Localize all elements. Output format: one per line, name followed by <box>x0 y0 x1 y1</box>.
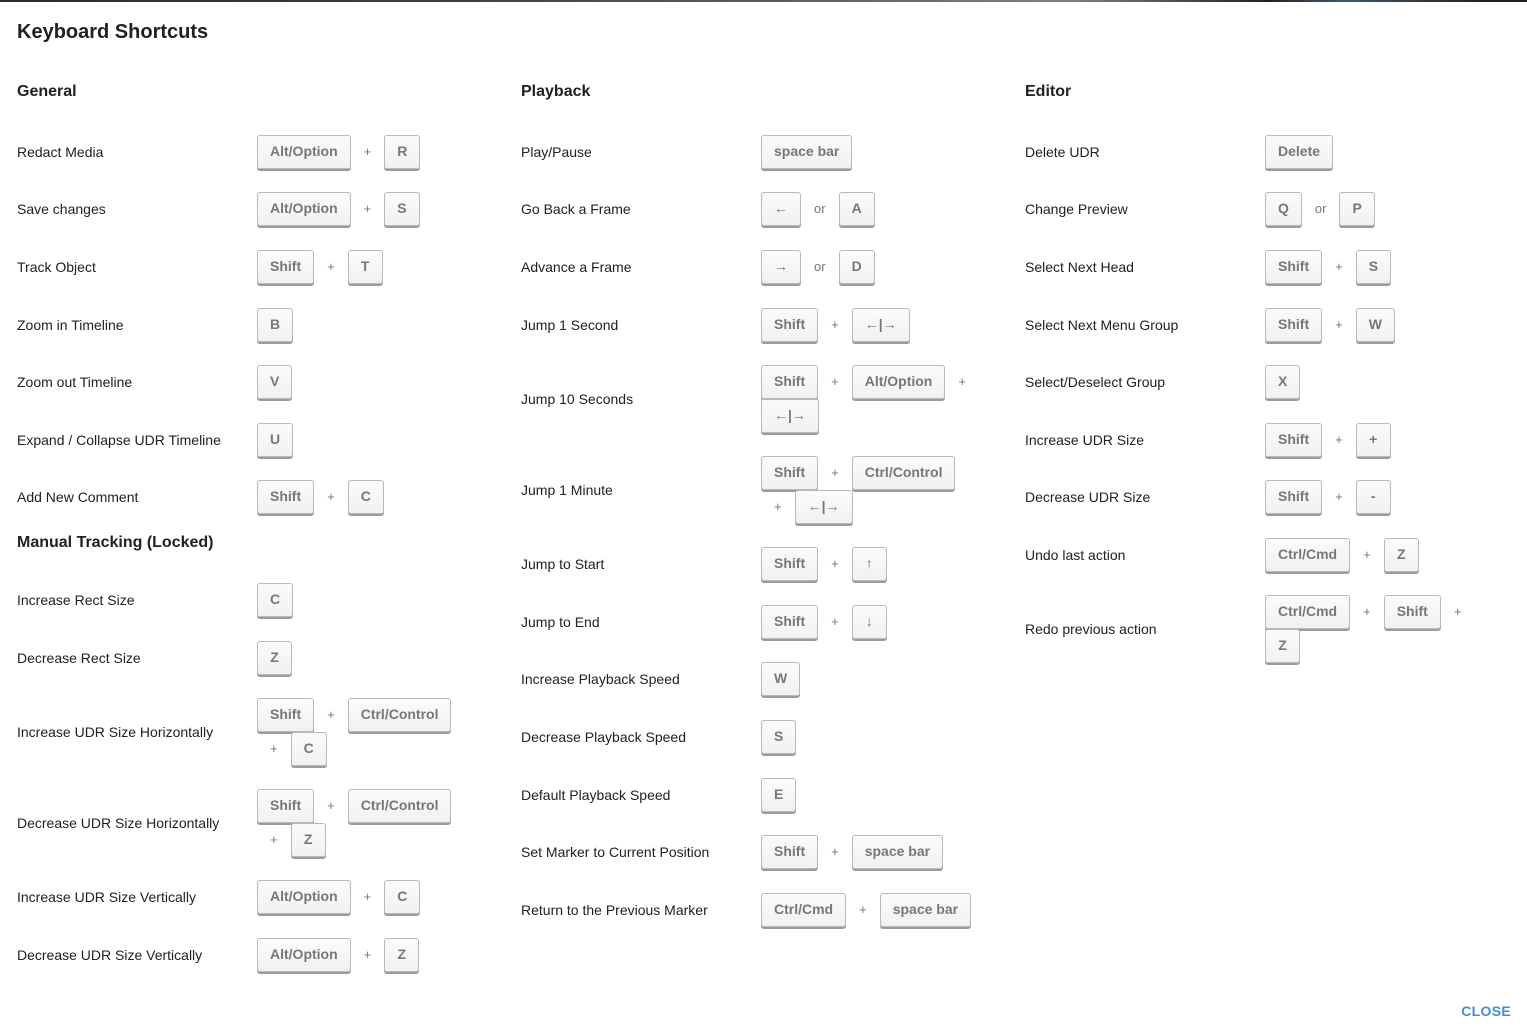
shortcut-label: Undo last action <box>1025 546 1126 563</box>
section-title: Playback <box>521 83 591 100</box>
column-2 <box>521 80 1011 939</box>
key-combination <box>761 778 981 812</box>
shortcut-list <box>521 123 1011 939</box>
key-c: C <box>291 732 327 766</box>
shortcut-row-advance-a-frame <box>521 238 1011 296</box>
plus-separator: + <box>831 844 839 860</box>
or-separator: or <box>814 201 826 217</box>
shortcut-label: Zoom in Timeline <box>17 316 124 333</box>
key-shift: Shift <box>1265 423 1322 457</box>
key-combination <box>1265 595 1485 663</box>
section-title: Manual Tracking (Locked) <box>17 534 214 552</box>
key-shift: Shift <box>257 789 314 823</box>
plus-separator: + <box>327 706 335 722</box>
column-3 <box>1025 80 1515 675</box>
key-combination <box>257 789 477 857</box>
key-combination <box>761 605 981 639</box>
key-d: D <box>839 250 875 284</box>
key-r: R <box>384 135 420 169</box>
shortcut-row-increase-udr-size-horizontally <box>17 686 507 777</box>
shortcut-row-zoom-in-timeline <box>17 296 507 354</box>
shortcut-label: Track Object <box>17 258 96 275</box>
or-separator: or <box>814 258 826 274</box>
plus-separator: + <box>1453 604 1462 620</box>
key-c: C <box>348 480 384 514</box>
key-alt-option: Alt/Option <box>257 135 351 169</box>
shortcut-label: Go Back a Frame <box>521 201 631 218</box>
key-shift: Shift <box>257 480 314 514</box>
key-alt-option: Alt/Option <box>852 365 946 399</box>
plus-separator: + <box>1363 546 1371 562</box>
shortcut-row-jump-to-end <box>521 593 1011 651</box>
key-combination <box>1265 135 1485 169</box>
plus-separator: + <box>859 901 867 917</box>
shortcut-row-set-marker-to-current-position <box>521 823 1011 881</box>
shortcut-row-change-preview <box>1025 181 1515 239</box>
plus-separator: + <box>1363 604 1371 620</box>
shortcut-row-decrease-playback-speed <box>521 708 1011 766</box>
shortcut-row-play-pause <box>521 123 1011 181</box>
shortcut-row-redo-previous-action <box>1025 584 1515 675</box>
key-right-arrow: → <box>761 250 801 284</box>
key-combination <box>761 308 981 342</box>
plus-separator: + <box>363 946 372 962</box>
key-left-arrow: ← <box>761 192 801 226</box>
shortcut-label: Select/Deselect Group <box>1025 374 1166 391</box>
key-space-bar: space bar <box>880 893 971 927</box>
key-ctrl-control: Ctrl/Control <box>348 698 452 732</box>
shortcut-label: Return to the Previous Marker <box>521 901 708 918</box>
key-up-arrow: ↑ <box>852 547 887 581</box>
key-ctrl-cmd: Ctrl/Cmd <box>1265 595 1350 629</box>
close-button[interactable]: CLOSE <box>1461 1003 1511 1019</box>
key-ctrl-control: Ctrl/Control <box>348 789 452 823</box>
key-z: Z <box>1265 629 1300 663</box>
plus-separator: + <box>363 201 372 217</box>
shortcut-label: Delete UDR <box>1025 143 1100 160</box>
key-down-arrow: ↓ <box>852 605 887 639</box>
shortcut-label: Select Next Menu Group <box>1025 316 1179 333</box>
shortcut-row-increase-udr-size <box>1025 411 1515 469</box>
shortcut-list <box>1025 123 1515 675</box>
plus-separator: + <box>831 613 839 629</box>
key-shift: Shift <box>761 308 818 342</box>
shortcut-row-track-object <box>17 238 507 296</box>
key-combination <box>257 938 477 972</box>
shortcut-label: Redact Media <box>17 143 104 160</box>
key-left-right-arrow: ←|→ <box>795 490 853 524</box>
key-shift: Shift <box>761 547 818 581</box>
key-combination <box>257 583 477 617</box>
plus-separator: + <box>1335 316 1343 332</box>
shortcut-label: Save changes <box>17 201 106 218</box>
key-combination <box>761 192 981 226</box>
key-shift: Shift <box>761 365 818 399</box>
plus-separator: + <box>1335 431 1343 447</box>
section-editor <box>1025 82 1515 675</box>
key-combination <box>257 192 477 226</box>
plus-separator: + <box>363 143 372 159</box>
key-shift: Shift <box>1265 250 1322 284</box>
shortcut-row-undo-last-action <box>1025 526 1515 584</box>
shortcut-row-expand-collapse-udr-timeline <box>17 411 507 469</box>
shortcut-label: Zoom out Timeline <box>17 374 133 391</box>
key-combination <box>257 308 477 342</box>
key-left-right-arrow: ←|→ <box>761 399 819 433</box>
key-alt-option: Alt/Option <box>257 192 351 226</box>
shortcut-row-select-deselect-group <box>1025 353 1515 411</box>
key-z: Z <box>257 641 292 675</box>
key-combination <box>1265 365 1485 399</box>
key-z: Z <box>384 938 419 972</box>
background-strip <box>0 0 1527 2</box>
plus-separator: + <box>327 489 335 505</box>
key-combination <box>761 662 981 696</box>
shortcut-row-add-new-comment <box>17 469 507 527</box>
key-shift: Shift <box>1384 595 1441 629</box>
key-e: E <box>761 778 796 812</box>
shortcut-label: Jump 1 Second <box>521 316 619 333</box>
plus-separator: + <box>327 797 335 813</box>
plus-separator: + <box>270 831 278 847</box>
shortcut-label: Change Preview <box>1025 201 1128 218</box>
key-b: B <box>257 308 293 342</box>
section-title: Editor <box>1025 83 1072 100</box>
section-playback <box>521 82 1011 939</box>
key-combination <box>257 250 477 284</box>
shortcut-row-delete-udr <box>1025 123 1515 181</box>
key-x: X <box>1265 365 1300 399</box>
shortcut-row-default-playback-speed <box>521 766 1011 824</box>
shortcut-label: Advance a Frame <box>521 258 632 275</box>
key-combination <box>1265 308 1485 342</box>
dialog-title: Keyboard Shortcuts <box>17 21 209 43</box>
key-w: W <box>761 662 800 696</box>
key-combination <box>1265 538 1485 572</box>
plus-separator: + <box>958 373 966 389</box>
shortcut-row-select-next-head <box>1025 238 1515 296</box>
key-combination <box>257 880 477 914</box>
key-z: Z <box>1384 538 1419 572</box>
key-alt-option: Alt/Option <box>257 938 351 972</box>
shortcut-label: Jump to End <box>521 613 600 630</box>
shortcut-label: Decrease Playback Speed <box>521 728 686 745</box>
plus-separator: + <box>774 498 782 514</box>
key-combination <box>257 641 477 675</box>
key-combination <box>257 480 477 514</box>
plus-separator: + <box>270 740 278 756</box>
shortcut-row-decrease-rect-size <box>17 629 507 687</box>
key-delete: Delete <box>1265 135 1333 169</box>
shortcut-row-save-changes <box>17 181 507 239</box>
shortcut-label: Increase UDR Size <box>1025 431 1145 448</box>
plus-separator: + <box>327 258 335 274</box>
shortcut-label: Increase UDR Size Vertically <box>17 889 196 906</box>
key-combination <box>761 720 981 754</box>
shortcut-row-jump-1-minute <box>521 444 1011 535</box>
shortcut-label: Increase Playback Speed <box>521 671 680 688</box>
key-combination <box>1265 480 1485 514</box>
key-combination <box>761 456 981 524</box>
shortcut-label: Default Playback Speed <box>521 786 671 803</box>
key-t: T <box>348 250 383 284</box>
shortcut-row-jump-to-start <box>521 535 1011 593</box>
key-space-bar: space bar <box>761 135 852 169</box>
key-s: S <box>761 720 796 754</box>
shortcut-row-jump-1-second <box>521 296 1011 354</box>
shortcut-row-decrease-udr-size-horizontally <box>17 777 507 868</box>
shortcut-list <box>17 571 507 983</box>
key-z: Z <box>291 823 326 857</box>
shortcut-label: Select Next Head <box>1025 258 1134 275</box>
shortcut-label: Jump 1 Minute <box>521 481 613 498</box>
key-combination <box>761 835 981 869</box>
shortcut-label: Jump 10 Seconds <box>521 390 634 407</box>
key-ctrl-cmd: Ctrl/Cmd <box>1265 538 1350 572</box>
shortcut-list <box>17 123 507 526</box>
shortcut-label: Play/Pause <box>521 143 592 160</box>
plus-separator: + <box>1335 258 1343 274</box>
shortcut-row-select-next-menu-group <box>1025 296 1515 354</box>
key-shift: Shift <box>761 835 818 869</box>
section-manual-tracking-locked <box>17 533 507 983</box>
plus-separator: + <box>363 889 372 905</box>
key-w: W <box>1356 308 1395 342</box>
plus-separator: + <box>1335 489 1343 505</box>
shortcut-row-jump-10-seconds <box>521 353 1011 444</box>
key-combination <box>761 547 981 581</box>
key-space-bar: space bar <box>852 835 943 869</box>
plus-separator: + <box>831 464 839 480</box>
plus-separator: + <box>831 316 839 332</box>
key-combination <box>1265 250 1485 284</box>
shortcut-label: Decrease Rect Size <box>17 649 141 666</box>
shortcut-row-zoom-out-timeline <box>17 353 507 411</box>
section-general <box>17 82 507 526</box>
key-v: V <box>257 365 292 399</box>
shortcut-row-decrease-udr-size <box>1025 469 1515 527</box>
key-combination <box>761 135 981 169</box>
shortcut-row-go-back-a-frame <box>521 181 1011 239</box>
key-shift: Shift <box>257 250 314 284</box>
key-minus: - <box>1356 480 1391 514</box>
key-combination <box>257 698 477 766</box>
shortcut-label: Expand / Collapse UDR Timeline <box>17 431 221 448</box>
key-combination <box>1265 192 1485 226</box>
shortcut-label: Increase Rect Size <box>17 591 135 608</box>
key-c: C <box>257 583 293 617</box>
shortcut-label: Decrease UDR Size Vertically <box>17 946 203 963</box>
key-c: C <box>384 880 420 914</box>
key-combination <box>257 135 477 169</box>
or-separator: or <box>1314 201 1327 217</box>
shortcut-label: Set Marker to Current Position <box>521 844 710 861</box>
plus-separator: + <box>831 556 839 572</box>
shortcut-row-increase-udr-size-vertically <box>17 868 507 926</box>
key-shift: Shift <box>257 698 314 732</box>
key-plus: + <box>1356 423 1391 457</box>
shortcut-label: Add New Comment <box>17 489 139 506</box>
plus-separator: + <box>831 373 839 389</box>
key-left-right-arrow: ←|→ <box>852 308 910 342</box>
key-shift: Shift <box>761 605 818 639</box>
key-ctrl-cmd: Ctrl/Cmd <box>761 893 846 927</box>
column-1 <box>17 80 507 984</box>
shortcut-row-decrease-udr-size-vertically <box>17 926 507 984</box>
key-s: S <box>384 192 419 226</box>
key-combination <box>761 365 981 433</box>
key-alt-option: Alt/Option <box>257 880 351 914</box>
key-shift: Shift <box>761 456 818 490</box>
shortcut-row-redact-media <box>17 123 507 181</box>
shortcut-row-return-to-the-previous-marker <box>521 881 1011 939</box>
shortcut-row-increase-rect-size <box>17 571 507 629</box>
shortcut-label: Redo previous action <box>1025 621 1157 638</box>
key-q: Q <box>1265 192 1302 226</box>
shortcut-label: Jump to Start <box>521 556 605 573</box>
key-s: S <box>1356 250 1391 284</box>
key-shift: Shift <box>1265 480 1322 514</box>
key-u: U <box>257 423 293 457</box>
key-combination <box>1265 423 1485 457</box>
section-title: General <box>17 83 77 100</box>
shortcut-label: Increase UDR Size Horizontally <box>17 723 214 740</box>
key-combination <box>761 250 981 284</box>
key-p: P <box>1339 192 1374 226</box>
key-ctrl-control: Ctrl/Control <box>852 456 956 490</box>
key-combination <box>761 893 981 927</box>
key-shift: Shift <box>1265 308 1322 342</box>
shortcut-label: Decrease UDR Size Horizontally <box>17 814 220 831</box>
key-combination <box>257 365 477 399</box>
shortcut-label: Decrease UDR Size <box>1025 489 1151 506</box>
shortcut-row-increase-playback-speed <box>521 651 1011 709</box>
key-a: A <box>839 192 875 226</box>
key-combination <box>257 423 477 457</box>
